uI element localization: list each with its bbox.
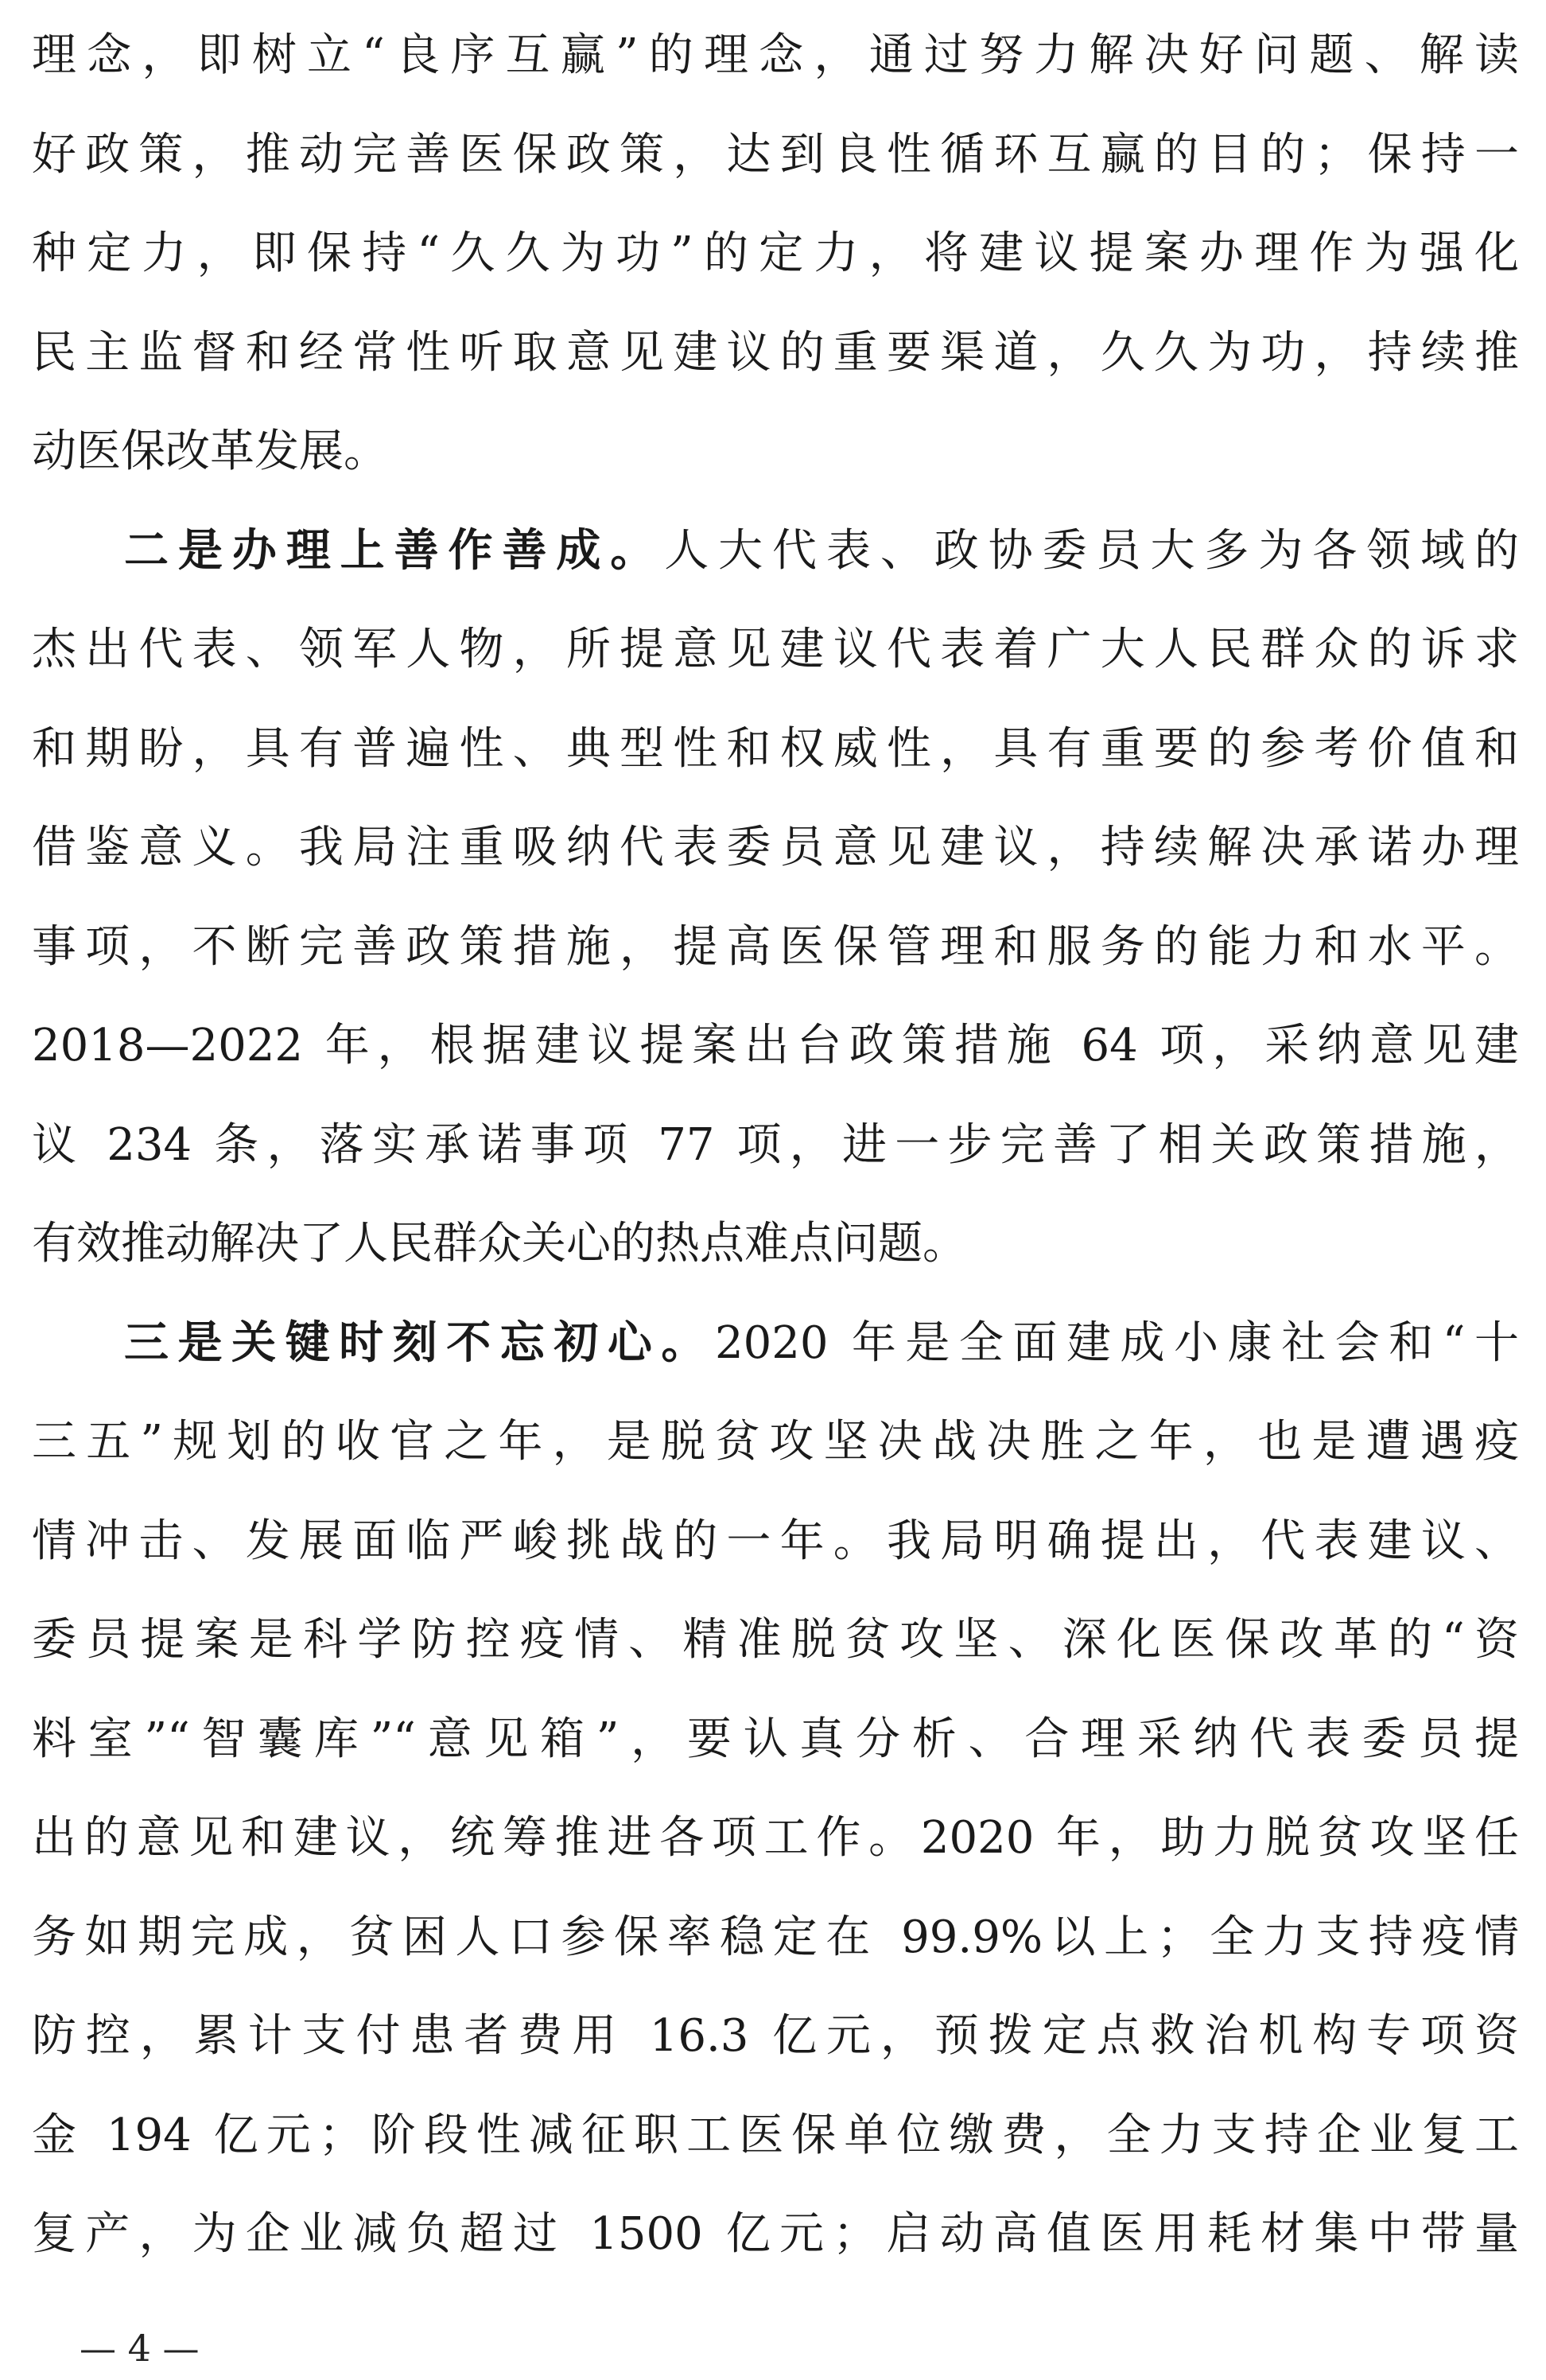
text-line-12: 议 234 条，落实承诺事项 77 项，进一步完善了相关政策措施， — [32, 1118, 1519, 1171]
text-line-18: 料室”“智囊库”“意见箱”，要认真分析、合理采纳代表委员提 — [32, 1713, 1519, 1765]
text-line-11: 2018—2022 年，根据建议提案出台政策措施 64 项，采纳意见建 — [32, 1020, 1519, 1071]
text-line-16: 情冲击、发展面临严峻挑战的一年。我局明确提出，代表建议、 — [32, 1515, 1519, 1567]
document-body — [32, 6, 1519, 2285]
text-line-8: 和期盼，具有普遍性、典型性和权威性，具有重要的参考价值和 — [32, 722, 1519, 775]
text-line-7: 杰出代表、领军人物，所提意见建议代表着广大人民群众的诉求 — [32, 624, 1519, 675]
paragraph-heading-2: 二是办理上善作善成。 — [124, 524, 665, 577]
paragraph-3-first-line: 三是关键时刻不忘初心。2020 年是全面建成小康社会和“十 — [124, 1316, 1519, 1369]
text-line-17: 委员提案是科学防控疫情、精准脱贫攻坚、深化医保改革的“资 — [32, 1614, 1519, 1666]
text-line-5: 动医保改革发展。 — [32, 426, 388, 477]
text-line-22: 金 194 亿元；阶段性减征职工医保单位缴费，全力支持企业复工 — [32, 2109, 1519, 2161]
text-line-23: 复产，为企业减负超过 1500 亿元；启动高值医用耗材集中带量 — [32, 2208, 1519, 2260]
text-line-4: 民主监督和经常性听取意见建议的重要渠道，久久为功，持续推 — [32, 326, 1519, 379]
text-line-10: 事项，不断完善政策措施，提高医保管理和服务的能力和水平。 — [32, 920, 1519, 973]
page-number: — 4 — — [80, 2327, 200, 2370]
text-line-21: 防控，累计支付患者费用 16.3 亿元，预拨定点救治机构专项资 — [32, 2010, 1519, 2062]
text-line-13: 有效推动解决了人民群众关心的热点难点问题。 — [32, 1218, 967, 1270]
text-line-20: 务如期完成，贫困人口参保率稳定在 99.9%以上；全力支持疫情 — [32, 1911, 1519, 1963]
paragraph-heading-3: 三是关键时刻不忘初心。 — [124, 1316, 715, 1369]
text-line-3: 种定力，即保持“久久为功”的定力，将建议提案办理作为强化 — [32, 228, 1519, 279]
paragraph-2-first-line: 二是办理上善作善成。人大代表、政协委员大多为各领域的 — [124, 524, 1520, 577]
text-line-15: 三五”规划的收官之年，是脱贫攻坚决战决胜之年，也是遭遇疫 — [32, 1416, 1519, 1468]
text-line-19: 出的意见和建议，统筹推进各项工作。2020 年，助力脱贫攻坚任 — [32, 1812, 1519, 1864]
text-line-1: 理念，即树立“良序互赢”的理念，通过努力解决好问题、解读 — [32, 29, 1519, 81]
text-line-2: 好政策，推动完善医保政策，达到良性循环互赢的目的；保持一 — [32, 128, 1519, 181]
text-line-9: 借鉴意义。我局注重吸纳代表委员意见建议，持续解决承诺办理 — [32, 822, 1519, 873]
